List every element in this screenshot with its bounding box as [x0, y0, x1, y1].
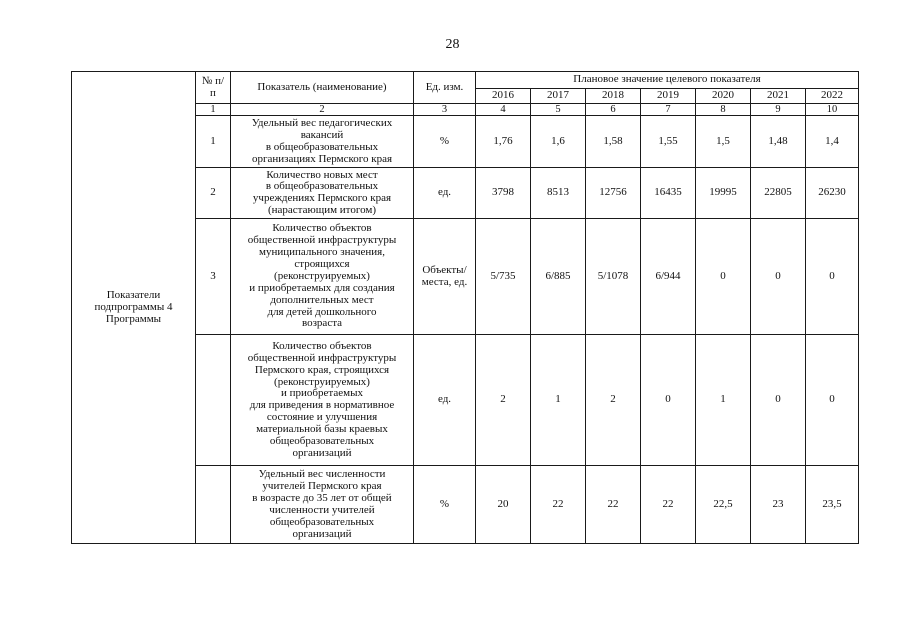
subprogram-label: Показатели подпрограммы 4 Программы	[72, 72, 196, 544]
value-cell: 2	[476, 335, 531, 466]
column-number: 2	[231, 104, 414, 116]
page-number: 28	[445, 37, 460, 52]
value-cell: 22,5	[696, 466, 751, 544]
value-cell: 12756	[586, 168, 641, 219]
value-cell: 0	[806, 219, 859, 335]
value-cell: 6/944	[641, 219, 696, 335]
value-cell: 8513	[531, 168, 586, 219]
value-cell: 1	[696, 335, 751, 466]
value-cell: 0	[806, 335, 859, 466]
value-cell: 6/885	[531, 219, 586, 335]
value-cell: 1,6	[531, 116, 586, 168]
value-cell: 23,5	[806, 466, 859, 544]
header-num: № п/п	[196, 72, 231, 104]
value-cell: 1,76	[476, 116, 531, 168]
value-cell: 0	[696, 219, 751, 335]
unit-cell: ед.	[414, 168, 476, 219]
unit-cell: %	[414, 116, 476, 168]
header-year: 2017	[531, 89, 586, 104]
value-cell: 22	[586, 466, 641, 544]
column-number: 8	[696, 104, 751, 116]
value-cell: 22	[531, 466, 586, 544]
column-number: 4	[476, 104, 531, 116]
row-number: 3	[196, 219, 231, 335]
value-cell: 23	[751, 466, 806, 544]
header-year: 2018	[586, 89, 641, 104]
value-cell: 0	[751, 335, 806, 466]
value-cell: 20	[476, 466, 531, 544]
header-year: 2021	[751, 89, 806, 104]
value-cell: 1	[531, 335, 586, 466]
indicator-name: Удельный вес численности учителей Пермского края в возрасте до 35 лет от общей численности учителей общеобразовательных организаций	[231, 466, 414, 544]
value-cell: 1,55	[641, 116, 696, 168]
row-number: 2	[196, 168, 231, 219]
value-cell: 1,58	[586, 116, 641, 168]
value-cell: 2	[586, 335, 641, 466]
indicator-name: Количество объектов общественной инфраструктуры Пермского края, строящихся (реконструируемых) и приобретаемых для приведения в нормативное состояние и улучшения материальной базы краевых общеобразовательных организаций	[231, 335, 414, 466]
column-number: 10	[806, 104, 859, 116]
indicators-table	[71, 71, 859, 544]
header-year: 2020	[696, 89, 751, 104]
header-year: 2019	[641, 89, 696, 104]
value-cell: 22805	[751, 168, 806, 219]
indicator-name: Удельный вес педагогических вакансий в общеобразовательных организациях Пермского края	[231, 116, 414, 168]
row-number	[196, 335, 231, 466]
value-cell: 5/1078	[586, 219, 641, 335]
column-number: 7	[641, 104, 696, 116]
column-number: 3	[414, 104, 476, 116]
header-name: Показатель (наименование)	[231, 72, 414, 104]
value-cell: 22	[641, 466, 696, 544]
row-number: 1	[196, 116, 231, 168]
column-number: 1	[196, 104, 231, 116]
value-cell: 1,4	[806, 116, 859, 168]
value-cell: 1,5	[696, 116, 751, 168]
value-cell: 16435	[641, 168, 696, 219]
unit-cell: ед.	[414, 335, 476, 466]
column-number: 5	[531, 104, 586, 116]
value-cell: 26230	[806, 168, 859, 219]
unit-cell: Объекты/ места, ед.	[414, 219, 476, 335]
header-planned-value: Плановое значение целевого показателя	[476, 72, 859, 89]
header-year: 2016	[476, 89, 531, 104]
row-number	[196, 466, 231, 544]
value-cell: 0	[751, 219, 806, 335]
header-year: 2022	[806, 89, 859, 104]
indicator-name: Количество объектов общественной инфраструктуры муниципального значения, строящихся (реконструируемых) и приобретаемых для создания дополнительных мест для детей дошкольного возраста	[231, 219, 414, 335]
header-unit: Ед. изм.	[414, 72, 476, 104]
column-number: 6	[586, 104, 641, 116]
value-cell: 1,48	[751, 116, 806, 168]
value-cell: 3798	[476, 168, 531, 219]
value-cell: 5/735	[476, 219, 531, 335]
unit-cell: %	[414, 466, 476, 544]
value-cell: 19995	[696, 168, 751, 219]
value-cell: 0	[641, 335, 696, 466]
indicator-name: Количество новых мест в общеобразовательных учреждениях Пермского края (нарастающим итогом)	[231, 168, 414, 219]
column-number: 9	[751, 104, 806, 116]
